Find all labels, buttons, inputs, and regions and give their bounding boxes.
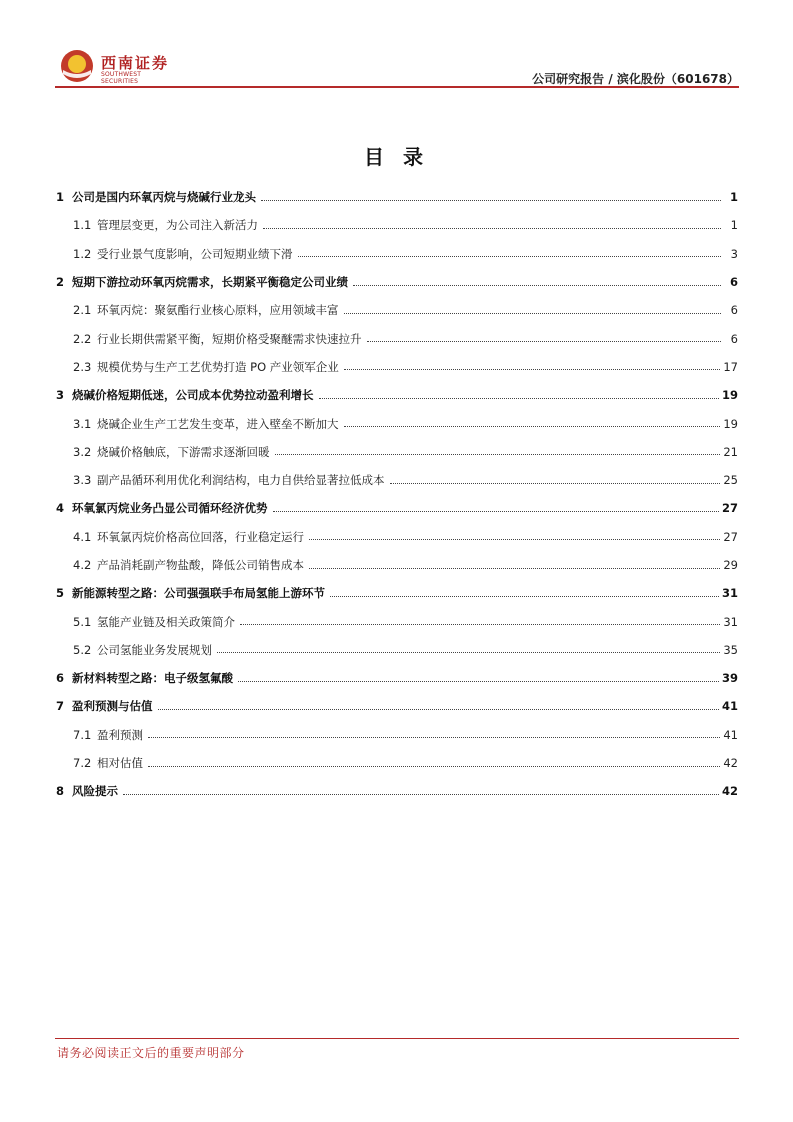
toc-entry[interactable] <box>56 353 738 381</box>
toc-entry-page: 1 <box>729 190 738 205</box>
toc-entry-title: 行业长期供需紧平衡，短期价格受聚醚需求快速拉升 <box>97 331 362 346</box>
toc-entry-page: 17 <box>723 359 738 374</box>
toc-entry[interactable] <box>56 607 738 635</box>
toc-entry-number: 7.1 <box>73 727 92 742</box>
toc-entry[interactable] <box>56 494 738 522</box>
toc-leader-dots <box>344 426 721 427</box>
toc-leader-dots <box>298 256 722 257</box>
logo-name: 西南证券 <box>101 54 170 72</box>
toc-entry-title: 受行业景气度影响，公司短期业绩下滑 <box>97 246 293 261</box>
toc-entry-number: 2.1 <box>73 303 92 318</box>
toc-entry-title: 环氧氯丙烷业务凸显公司循环经济优势 <box>72 501 268 516</box>
toc-leader-dots <box>344 313 722 314</box>
toc-entry-title: 环氧氯丙烷价格高位回落，行业稳定运行 <box>97 529 304 544</box>
toc-entry-title: 烧碱企业生产工艺发生变革，进入壁垒不断加大 <box>97 416 339 431</box>
toc-entry-title: 氢能产业链及相关政策简介 <box>97 614 235 629</box>
toc-leader-dots <box>330 596 719 597</box>
toc-leader-dots <box>263 228 721 229</box>
toc-entry[interactable] <box>56 409 738 437</box>
toc-entry-page: 3 <box>730 246 738 261</box>
toc-entry-number: 8 <box>56 784 65 799</box>
page-title: 目 录 <box>364 145 429 169</box>
toc-entry-page: 25 <box>723 473 738 488</box>
toc-entry-number: 5 <box>56 586 65 601</box>
toc-entry-number: 5.1 <box>73 614 92 629</box>
toc-entry-title: 公司是国内环氧丙烷与烧碱行业龙头 <box>72 190 256 205</box>
toc-leader-dots <box>261 200 721 201</box>
toc-leader-dots <box>344 369 721 370</box>
toc-entry-title: 副产品循环利用优化利润结构，电力自供给显著拉低成本 <box>97 473 385 488</box>
toc-entry[interactable] <box>56 579 738 607</box>
toc-entry[interactable] <box>56 211 738 239</box>
toc-leader-dots <box>367 341 722 342</box>
toc-entry[interactable] <box>56 664 738 692</box>
toc-leader-dots <box>123 794 719 795</box>
toc-entry[interactable] <box>56 551 738 579</box>
toc-entry-title: 烧碱价格触底，下游需求逐渐回暖 <box>97 444 270 459</box>
toc-entry-number: 1 <box>56 190 65 205</box>
toc-leader-dots <box>148 737 720 738</box>
toc-entry[interactable] <box>56 636 738 664</box>
toc-entry-number: 1.1 <box>73 218 92 233</box>
toc-leader-dots <box>158 709 719 710</box>
toc-leader-dots <box>217 652 720 653</box>
toc-entry-title: 新材料转型之路：电子级氢氟酸 <box>72 671 233 686</box>
toc-entry-number: 2.2 <box>73 331 92 346</box>
toc-entry-page: 19 <box>723 416 738 431</box>
toc-leader-dots <box>309 539 720 540</box>
toc-leader-dots <box>275 454 721 455</box>
toc-leader-dots <box>390 483 721 484</box>
toc-entry-page: 41 <box>723 727 738 742</box>
toc-entry-title: 产品消耗副产物盐酸，降低公司销售成本 <box>97 558 304 572</box>
toc-entry-number: 3.2 <box>73 444 92 459</box>
toc-entry-page: 27 <box>721 501 738 516</box>
toc-entry-number: 2.3 <box>73 359 92 374</box>
toc-entry[interactable] <box>56 268 738 296</box>
toc-entry-title: 盈利预测 <box>97 727 143 742</box>
toc-entry-page: 27 <box>723 529 738 544</box>
toc-entry-page: 19 <box>721 388 738 403</box>
toc-entry-page: 31 <box>723 614 738 629</box>
toc-leader-dots <box>240 624 720 625</box>
toc-entry-title: 公司氢能业务发展规划 <box>97 642 212 657</box>
toc-entry[interactable] <box>56 721 738 749</box>
toc-entry[interactable] <box>56 777 738 805</box>
toc-entry-number: 4.1 <box>73 529 92 544</box>
toc-entry-page: 6 <box>729 275 738 290</box>
toc-entry-page: 39 <box>721 671 738 686</box>
toc-entry-page: 42 <box>723 756 738 771</box>
logo-subtitle: SOUTHWEST SECURITIES <box>101 71 142 85</box>
toc-entry-number: 7.2 <box>73 756 92 771</box>
toc-entry-title: 短期下游拉动环氧丙烷需求，长期紧平衡稳定公司业绩 <box>72 275 348 290</box>
toc-entry-page: 6 <box>730 331 738 346</box>
toc-entry[interactable] <box>56 296 738 324</box>
toc-entry-page: 35 <box>723 642 738 657</box>
toc-entry-page: 41 <box>721 699 738 714</box>
toc-entry-number: 7 <box>56 699 65 714</box>
sun-seal-icon <box>59 48 95 84</box>
toc-entry-page: 6 <box>730 303 738 318</box>
toc-entry-number: 3 <box>56 388 65 403</box>
toc-entry-number: 1.2 <box>73 246 92 261</box>
toc-entry[interactable] <box>56 438 738 466</box>
toc-entry-number: 4.2 <box>73 558 92 572</box>
company-logo <box>59 48 179 84</box>
toc-entry[interactable] <box>56 240 738 268</box>
toc-entry[interactable] <box>56 692 738 720</box>
toc-entry[interactable] <box>56 466 738 494</box>
toc-entry-title: 风险提示 <box>72 784 118 799</box>
toc-entry-title: 盈利预测与估值 <box>72 699 153 714</box>
toc-entry-number: 3.3 <box>73 473 92 488</box>
toc-entry[interactable] <box>56 324 738 352</box>
toc-leader-dots <box>148 766 720 767</box>
footer-disclaimer: 请务必阅读正文后的重要声明部分 <box>57 1046 245 1060</box>
toc-leader-dots <box>309 568 720 569</box>
toc-entry-number: 4 <box>56 501 65 516</box>
toc-entry-title: 新能源转型之路：公司强强联手布局氢能上游环节 <box>72 586 325 601</box>
toc-entry-title: 规模优势与生产工艺优势打造 PO 产业领军企业 <box>97 359 339 374</box>
toc-entry-number: 2 <box>56 275 65 290</box>
toc-entry-page: 1 <box>730 218 738 233</box>
report-tag: 公司研究报告 / 滨化股份（601678） <box>532 72 739 86</box>
toc-entry[interactable] <box>56 183 738 211</box>
toc-entry[interactable] <box>56 523 738 551</box>
toc-entry[interactable] <box>56 381 738 409</box>
toc-entry-number: 5.2 <box>73 642 92 657</box>
toc-leader-dots <box>319 398 719 399</box>
toc-entry-page: 42 <box>721 784 738 799</box>
toc-leader-dots <box>273 511 719 512</box>
toc-entry-page: 21 <box>723 444 738 459</box>
toc-entry-number: 6 <box>56 671 65 686</box>
toc-entry-title: 烧碱价格短期低迷，公司成本优势拉动盈利增长 <box>72 388 314 403</box>
page-header <box>55 48 739 88</box>
header-rule <box>55 86 739 88</box>
toc-entry-title: 管理层变更，为公司注入新活力 <box>97 218 258 233</box>
toc-leader-dots <box>353 285 721 286</box>
toc-entry-number: 3.1 <box>73 416 92 431</box>
toc-entry-page: 31 <box>721 586 738 601</box>
table-of-contents <box>56 183 738 806</box>
footer-rule <box>55 1038 739 1039</box>
toc-leader-dots <box>238 681 719 682</box>
toc-entry-title: 环氧丙烷：聚氨酯行业核心原料，应用领域丰富 <box>97 303 339 318</box>
toc-entry[interactable] <box>56 749 738 777</box>
toc-entry-title: 相对估值 <box>97 756 143 771</box>
toc-entry-page: 29 <box>723 558 738 572</box>
